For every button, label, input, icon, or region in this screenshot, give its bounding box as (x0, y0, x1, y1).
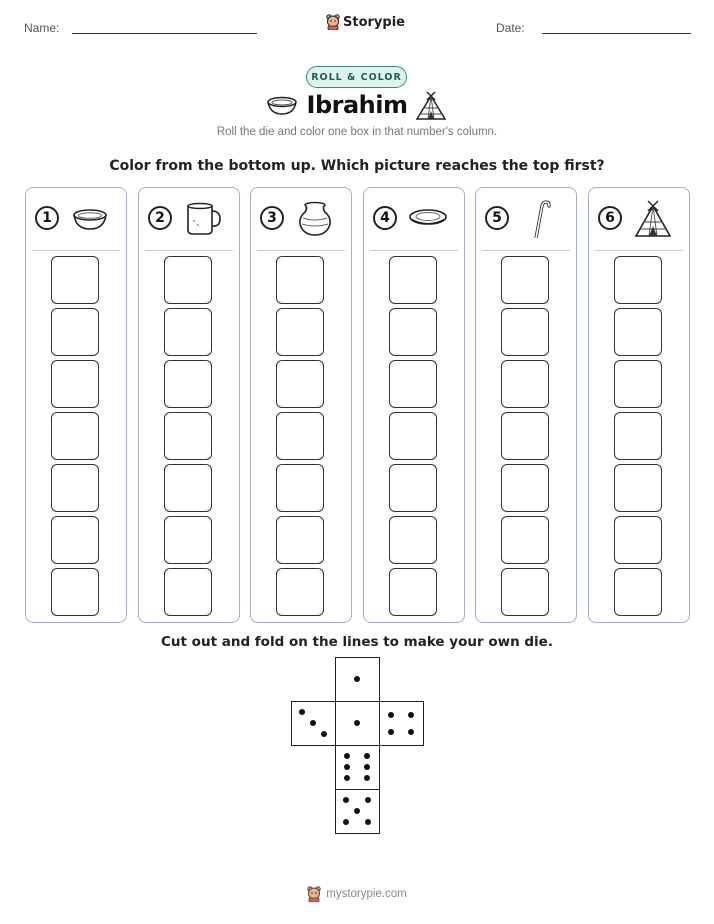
color-box[interactable] (501, 256, 549, 304)
color-box[interactable] (276, 412, 324, 460)
tent-icon (633, 200, 673, 238)
die-pip (344, 753, 350, 759)
color-box[interactable] (389, 412, 437, 460)
footer-url[interactable]: mystorypie.com (326, 888, 407, 900)
color-box[interactable] (164, 360, 212, 408)
color-box[interactable] (501, 464, 549, 512)
color-box[interactable] (389, 568, 437, 616)
die-pip (321, 731, 327, 737)
instruction: Color from the bottom up. Which picture reaches the top first? (109, 158, 605, 174)
die-pip (354, 720, 360, 726)
die-pip (364, 753, 370, 759)
column-header (251, 188, 351, 250)
bear-icon (326, 14, 340, 30)
color-box[interactable] (51, 412, 99, 460)
name-label: Name: (24, 21, 60, 35)
die-pip (365, 819, 371, 825)
color-box[interactable] (501, 360, 549, 408)
color-box[interactable] (276, 516, 324, 564)
die-pip (354, 676, 360, 682)
color-box[interactable] (164, 308, 212, 356)
column-1 (25, 187, 127, 623)
name-line[interactable] (72, 33, 257, 34)
color-box[interactable] (501, 412, 549, 460)
column-divider (145, 250, 233, 251)
color-box[interactable] (501, 516, 549, 564)
die-pip (365, 797, 371, 803)
color-box[interactable] (389, 516, 437, 564)
die-pip (343, 797, 349, 803)
number-circle: 6 (598, 206, 622, 230)
number-circle: 1 (35, 206, 59, 230)
die-pip (299, 709, 305, 715)
die-face-6 (335, 745, 380, 790)
die-face-4 (379, 701, 424, 746)
color-box[interactable] (501, 308, 549, 356)
color-box[interactable] (501, 568, 549, 616)
die-pip (364, 764, 370, 770)
mug-icon (183, 200, 223, 238)
die-pip (388, 712, 394, 718)
color-box[interactable] (51, 516, 99, 564)
color-box[interactable] (389, 256, 437, 304)
column-divider (370, 250, 458, 251)
color-box[interactable] (614, 308, 662, 356)
die-pip (354, 808, 360, 814)
bear-icon (307, 886, 321, 902)
color-box[interactable] (614, 464, 662, 512)
column-header (26, 188, 126, 250)
die-pip (343, 819, 349, 825)
color-box[interactable] (614, 412, 662, 460)
roll-color-badge: ROLL & COLOR (306, 66, 407, 88)
die-face-1 (335, 657, 380, 702)
die-pip (388, 729, 394, 735)
bowl-icon (70, 200, 110, 238)
number-circle: 4 (373, 206, 397, 230)
die-pip (344, 764, 350, 770)
tent-icon (414, 90, 448, 122)
color-box[interactable] (614, 568, 662, 616)
die-face-1 (335, 701, 380, 746)
column-divider (595, 250, 683, 251)
column-header (364, 188, 464, 250)
color-box[interactable] (276, 308, 324, 356)
number-circle: 5 (485, 206, 509, 230)
cane-icon (520, 200, 560, 238)
color-box[interactable] (614, 256, 662, 304)
color-box[interactable] (276, 568, 324, 616)
color-box[interactable] (614, 516, 662, 564)
column-divider (32, 250, 120, 251)
color-box[interactable] (164, 256, 212, 304)
color-box[interactable] (389, 464, 437, 512)
cut-instruction: Cut out and fold on the lines to make your own die. (161, 634, 553, 650)
color-box[interactable] (51, 464, 99, 512)
color-box[interactable] (276, 464, 324, 512)
plate-icon (408, 200, 448, 238)
color-box[interactable] (389, 308, 437, 356)
number-circle: 3 (260, 206, 284, 230)
column-divider (482, 250, 570, 251)
color-box[interactable] (51, 256, 99, 304)
pot-icon (295, 200, 335, 238)
color-box[interactable] (389, 360, 437, 408)
column-2 (138, 187, 240, 623)
date-label: Date: (496, 21, 525, 35)
date-line[interactable] (542, 33, 691, 34)
column-header (589, 188, 689, 250)
die-face-3 (291, 701, 336, 746)
column-divider (257, 250, 345, 251)
column-3 (250, 187, 352, 623)
brand-name: Storypie (343, 14, 405, 30)
die-pip (408, 729, 414, 735)
page-title: Ibrahim (306, 91, 408, 119)
color-box[interactable] (51, 360, 99, 408)
die-pip (310, 720, 316, 726)
color-box[interactable] (164, 464, 212, 512)
column-header (476, 188, 576, 250)
number-circle: 2 (148, 206, 172, 230)
color-box[interactable] (51, 308, 99, 356)
color-box[interactable] (276, 256, 324, 304)
column-4 (363, 187, 465, 623)
die-pip (344, 775, 350, 781)
die-pip (364, 775, 370, 781)
die-face-5 (335, 789, 380, 834)
footer (0, 886, 714, 902)
color-box[interactable] (276, 360, 324, 408)
subtitle: Roll the die and color one box in that number's column. (216, 126, 498, 138)
color-box[interactable] (164, 568, 212, 616)
color-box[interactable] (614, 360, 662, 408)
die-pip (408, 712, 414, 718)
brand-logo (326, 14, 405, 30)
column-5 (475, 187, 577, 623)
color-box[interactable] (164, 412, 212, 460)
color-box[interactable] (51, 568, 99, 616)
column-6 (588, 187, 690, 623)
color-box[interactable] (164, 516, 212, 564)
column-header (139, 188, 239, 250)
